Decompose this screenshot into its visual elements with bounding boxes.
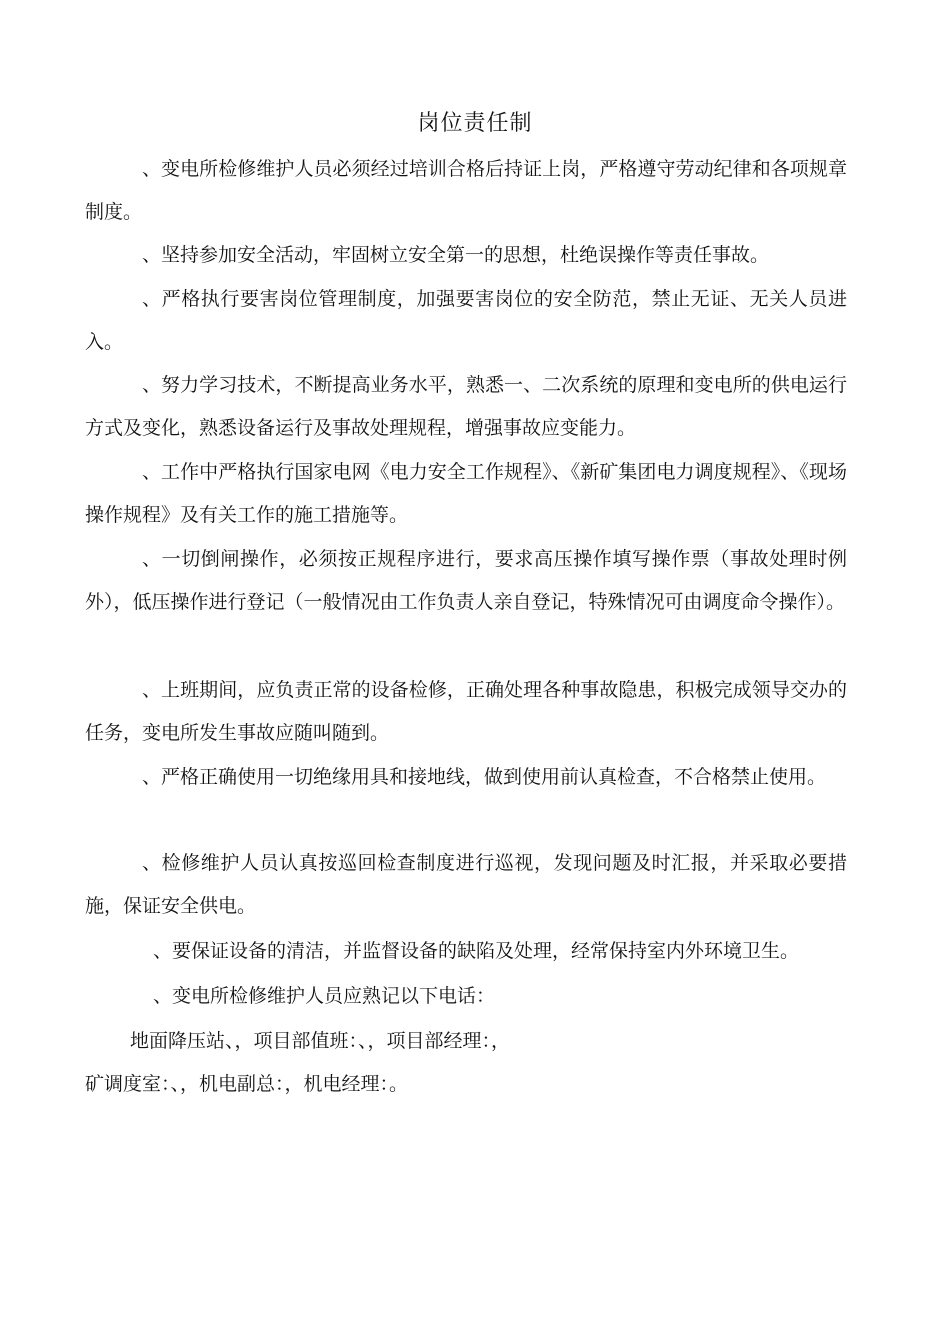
responsibility-item-11: 、变电所检修维护人员应熟记以下电话：: [153, 985, 496, 1007]
responsibility-item-10: 、要保证设备的清洁，并监督设备的缺陷及处理，经常保持室内外环境卫生。: [153, 940, 800, 962]
phone-list-line-2: 矿调度室：、，机电副总：，机电经理：。: [85, 1073, 409, 1095]
responsibility-item-3: 、严格执行要害岗位管理制度，加强要害岗位的安全防范，禁止无证、无关人员进入。: [85, 288, 847, 353]
responsibility-item-4: 、努力学习技术，不断提高业务水平，熟悉一、二次系统的原理和变电所的供电运行方式及变化，熟悉设备运行及事故处理规程，增强事故应变能力。: [85, 374, 847, 439]
phone-list-line-1: 地面降压站、，项目部值班：、，项目部经理：，: [130, 1030, 511, 1052]
responsibility-item-9: 、检修维护人员认真按巡回检查制度进行巡视，发现问题及时汇报，并采取必要措施，保证安全供电。: [85, 852, 847, 917]
responsibility-item-8: 、严格正确使用一切绝缘用具和接地线，做到使用前认真检查，不合格禁止使用。: [142, 766, 827, 788]
responsibility-item-5: 、工作中严格执行国家电网《电力安全工作规程》、《新矿集团电力调度规程》、《现场操作规程》及有关工作的施工措施等。: [85, 461, 847, 526]
document-title: 岗位责任制: [417, 111, 533, 136]
responsibility-item-6: 、一切倒闸操作，必须按正规程序进行，要求高压操作填写操作票（事故处理时例外），低压操作进行登记（一般情况由工作负责人亲自登记，特殊情况可由调度命令操作）。: [85, 548, 847, 613]
responsibility-item-2: 、坚持参加安全活动，牢固树立安全第一的思想，杜绝误操作等责任事故。: [142, 244, 770, 266]
responsibility-item-1: 、变电所检修维护人员必须经过培训合格后持证上岗，严格遵守劳动纪律和各项规章制度。: [85, 158, 847, 223]
responsibility-item-7: 、上班期间，应负责正常的设备检修，正确处理各种事故隐患，积极完成领导交办的任务，变电所发生事故应随叫随到。: [85, 679, 847, 744]
